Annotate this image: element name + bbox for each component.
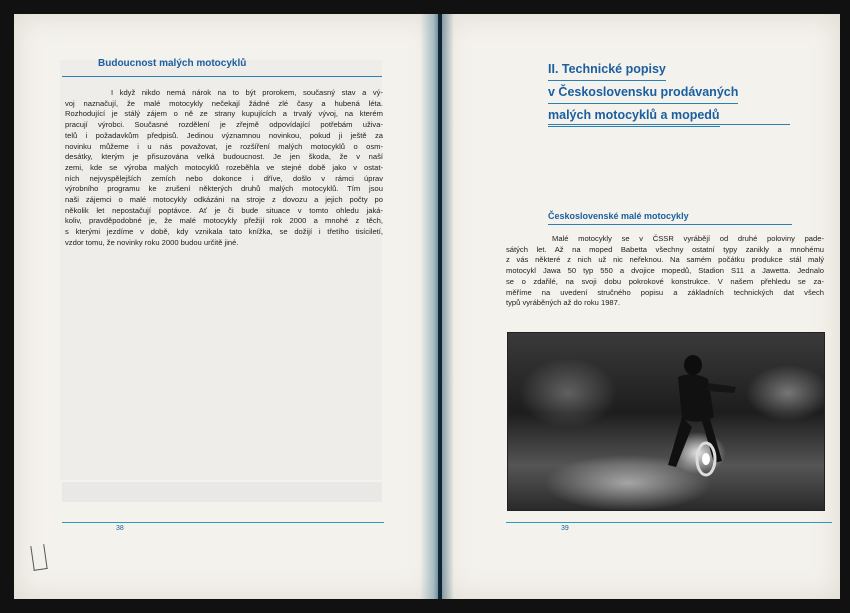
left-page-paragraph xyxy=(65,88,383,249)
text-line: motocykl Jawa 50 typ 550 a dvojice mopedů, Stadion S11 a Jawetta. Jednalo xyxy=(506,266,824,276)
text-line: telů i požadavkům předpisů. Jedinou významnou novinkou, pokud ji ještě za xyxy=(65,130,383,140)
text-line: z vás některé z nich už nic neřeknou. Na samém počátku produkce stál malý xyxy=(506,255,824,265)
chapter-title-rule xyxy=(548,124,790,125)
rider-silhouette-icon xyxy=(648,347,748,497)
text-line: se o zdařilé, na svoji dobu pokrokové konstrukce. V našem přehledu se za- xyxy=(506,276,824,286)
text-line: vzdor tomu, že novinky roku 2000 budou určitě jiné. xyxy=(65,237,239,247)
text-line: pracují výrobci. Současné rozdělení je zřejmě odpovídající potřebám uživa- xyxy=(65,120,383,130)
chapter-title-line: v Československu prodávaných xyxy=(548,81,738,104)
text-line: voj naznačují, že malé motocykly nečekají žádné zlé časy a hubená léta. xyxy=(65,98,383,108)
right-page-paragraph xyxy=(506,234,824,309)
left-heading-rule xyxy=(62,76,382,77)
text-line: Rozhodující je stálý zájem o ně ze strany kupujících a trvalý vývoj, na kterém xyxy=(65,109,383,119)
section-heading-rule xyxy=(548,224,792,225)
text-line: naši zájemci o malé motocykly odkázáni na stroje z dovozu a jejich počty po xyxy=(65,195,383,205)
section-heading: Československé malé motocykly xyxy=(548,211,689,221)
motocross-photo xyxy=(507,332,825,511)
text-line: ních nejvyspělejších zemích nebo dokonce i dříve, došlo v rámci úprav xyxy=(65,173,383,183)
chapter-title-line: II. Technické popisy xyxy=(548,58,666,81)
text-line: výrobního programu ke zrušení některých druhů malých motocyklů. Tím jsou xyxy=(65,184,383,194)
right-page-number: 39 xyxy=(561,525,569,532)
text-line: koliv, pravděpodobné je, že malé motocykly přežijí rok 2000 a mnohé z těch, xyxy=(65,216,383,226)
text-line: s kterými jezdíme v době, kdy vznikala tato knížka, se dožijí i třetího tisíciletí, xyxy=(65,227,383,237)
text-line: desátky, kterým je přisuzována velká budoucnost. Je jen škoda, že v naší xyxy=(65,152,383,162)
chapter-title-line: malých motocyklů a mopedů xyxy=(548,104,720,127)
text-line: měříme na uvedení stručného popisu a základních technických dat všech xyxy=(506,287,824,297)
book-spine xyxy=(420,14,454,599)
left-page-number: 38 xyxy=(116,525,124,532)
text-line: sátých let. Až na moped Babetta všechny ostatní typy zanikly a mnohému xyxy=(506,244,824,254)
text-line: typů vyráběných až do roku 1987. xyxy=(506,298,620,308)
show-through-bar xyxy=(62,482,382,502)
text-line: zemi, kde se výroba malých motocyklů rozeběhla ve stejné době jako v ostat- xyxy=(65,162,383,172)
text-line: několik let nepostačují poptávce. Ať je či bude situace v tomto ohledu jaká- xyxy=(65,205,383,215)
text-line: Malé motocykly se v ČSSR vyrábějí od druhé poloviny pade- xyxy=(552,234,824,243)
text-line: I když nikdo nemá nárok na to být prorokem, současný stav a vý- xyxy=(111,88,383,97)
left-footer-rule xyxy=(62,522,384,523)
chapter-title xyxy=(548,58,788,127)
right-footer-rule xyxy=(506,522,832,523)
left-page-heading: Budoucnost malých motocyklů xyxy=(98,58,247,69)
text-line: novinku můžeme i u nás považovat, je rozšíření malých motocyklů o osm- xyxy=(65,141,383,151)
